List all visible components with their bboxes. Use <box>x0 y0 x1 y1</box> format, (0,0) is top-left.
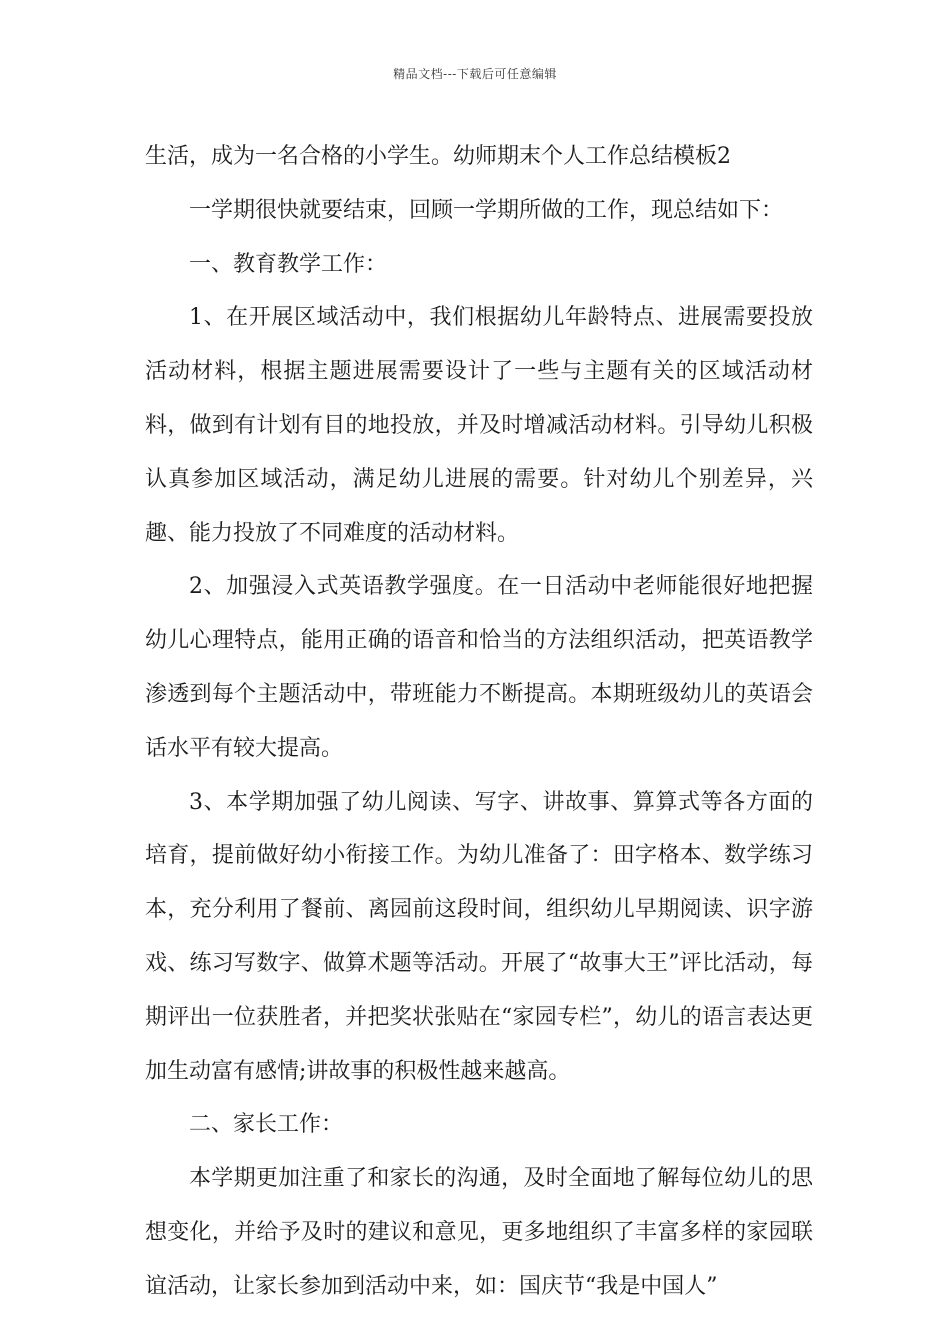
section-heading-parents: 二、家长工作： <box>189 1112 344 1138</box>
paragraph-item-1: 1、在开展区域活动中，我们根据幼儿年龄特点、进展需要投放活动材料，根据主题进展需要设计了一些与主题有关的区域活动材料，做到有计划有目的地投放，并及时增减活动材料。引导幼儿积极认真参加区域活动，满足幼儿进展的需要。针对幼儿个别差异，兴趣、能力投放了不同难度的活动材料。 <box>145 305 813 546</box>
paragraph-item-3: 3、本学期加强了幼儿阅读、写字、讲故事、算算式等各方面的培育，提前做好幼小衔接工作。为幼儿准备了：田字格本、数学练习本，充分利用了餐前、离园前这段时间，组织幼儿早期阅读、识字游戏、练习写数字、做算术题等活动。开展了“故事大王”评比活动，每期评出一位获胜者，并把奖状张贴在“家园专栏”，幼儿的语言表达更加生动富有感情;讲故事的积极性越来越高。 <box>145 789 813 1084</box>
paragraph-continuation: 生活，成为一名合格的小学生。幼师期末个人工作总结模板2 <box>145 144 731 169</box>
paragraph-intro: 一学期很快就要结束，回顾一学期所做的工作，现总结如下： <box>189 197 784 223</box>
section-heading-teaching: 一、教育教学工作： <box>189 251 388 277</box>
paragraph-parents: 本学期更加注重了和家长的沟通，及时全面地了解每位幼儿的思想变化，并给予及时的建议和意见，更多地组织了丰富多样的家园联谊活动，让家长参加到活动中来，如：国庆节“我是中国人” <box>145 1166 813 1299</box>
paragraph-item-2: 2、加强浸入式英语教学强度。在一日活动中老师能很好地把握幼儿心理特点，能用正确的语音和恰当的方法组织活动，把英语教学渗透到每个主题活动中，带班能力不断提高。本期班级幼儿的英语会话水平有较大提高。 <box>145 574 813 761</box>
page-header: 精品文档---下载后可任意编辑 <box>393 67 557 81</box>
document-body <box>145 130 813 1314</box>
